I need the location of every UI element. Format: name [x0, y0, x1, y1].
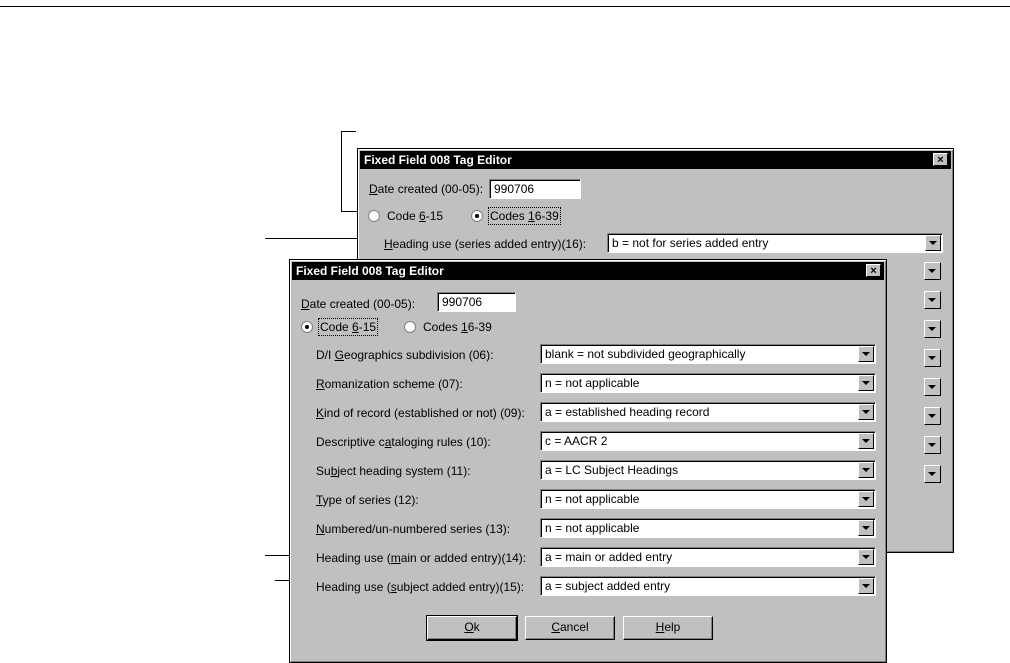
field-value-romanization: n = not applicable: [545, 376, 640, 390]
help-button[interactable]: Help: [623, 616, 713, 640]
back-date-label: Date created (00-05):: [369, 182, 484, 196]
back-radio-code-6-15[interactable]: [368, 210, 380, 222]
field-label-type-of-series: Type of series (12):: [316, 493, 419, 507]
field-label-subject-heading-system: Subject heading system (11):: [316, 464, 471, 478]
field-select-kind-of-record[interactable]: [540, 402, 876, 422]
back-dropdown-arrow-7[interactable]: [924, 436, 941, 454]
back-radio-code-label: Code 6-15: [387, 209, 444, 223]
back-dropdown-arrow-6[interactable]: [924, 407, 941, 425]
back-date-field[interactable]: 990706: [489, 179, 581, 199]
field-label-geographics: D/I Geographics subdivision (06):: [316, 348, 494, 362]
field-select-cataloging-rules[interactable]: [540, 431, 876, 451]
chevron-down-icon[interactable]: [858, 549, 874, 565]
field-value-geographics: blank = not subdivided geographically: [545, 347, 746, 361]
back-dropdown-arrow-5[interactable]: [924, 378, 941, 396]
back-heading-value: b = not for series added entry: [612, 236, 769, 250]
field-value-cataloging-rules: c = AACR 2: [545, 434, 608, 448]
top-rule: [0, 6, 1010, 7]
cancel-button[interactable]: Cancel: [525, 616, 615, 640]
back-dropdown-arrow-8[interactable]: [924, 465, 941, 483]
field-label-numbered-series: Numbered/un-numbered series (13):: [316, 522, 511, 536]
chevron-down-icon[interactable]: [858, 404, 874, 420]
front-dialog-close-icon[interactable]: ×: [866, 264, 881, 277]
field-label-romanization: Romanization scheme (07):: [316, 377, 463, 391]
field-label-cataloging-rules: Descriptive cataloging rules (10):: [316, 435, 491, 449]
chevron-down-icon[interactable]: [858, 433, 874, 449]
front-dialog-titlebar: [292, 262, 884, 280]
chevron-down-icon[interactable]: [858, 375, 874, 391]
back-dialog-close-icon[interactable]: ×: [933, 153, 948, 166]
chevron-down-icon[interactable]: [858, 346, 874, 362]
field-value-heading-subject: a = subject added entry: [545, 579, 671, 593]
field-value-subject-heading-system: a = LC Subject Headings: [545, 463, 679, 477]
field-select-romanization[interactable]: [540, 373, 876, 393]
front-radio-codes-label: Codes 16-39: [423, 320, 492, 334]
field-value-heading-main: a = main or added entry: [545, 550, 673, 564]
field-select-geographics[interactable]: [540, 344, 876, 364]
front-dialog-title: Fixed Field 008 Tag Editor: [296, 264, 444, 278]
back-dropdown-arrow-3[interactable]: [924, 320, 941, 338]
back-dropdown-arrow-2[interactable]: [924, 291, 941, 309]
front-date-label: Date created (00-05):: [301, 297, 416, 311]
back-radio-codes-label: Codes 16-39: [490, 209, 559, 223]
field-select-subject-heading-system[interactable]: [540, 460, 876, 480]
field-value-numbered-series: n = not applicable: [545, 521, 640, 535]
field-label-kind-of-record: Kind of record (established or not) (09):: [316, 406, 525, 420]
field-select-heading-subject[interactable]: [540, 576, 876, 596]
front-dialog: [289, 259, 887, 663]
back-radio-codes-16-39[interactable]: [471, 210, 483, 222]
field-label-heading-subject: Heading use (subject added entry)(15):: [316, 580, 525, 594]
chevron-down-icon[interactable]: [858, 520, 874, 536]
back-dialog-title: Fixed Field 008 Tag Editor: [364, 153, 512, 167]
chevron-down-icon[interactable]: [858, 491, 874, 507]
front-radio-codes-16-39[interactable]: [404, 321, 416, 333]
ok-button[interactable]: Ok: [427, 616, 517, 640]
field-select-heading-main[interactable]: [540, 547, 876, 567]
field-value-kind-of-record: a = established heading record: [545, 405, 710, 419]
front-radio-code-label: Code 6-15: [320, 320, 377, 334]
field-select-numbered-series[interactable]: [540, 518, 876, 538]
back-dropdown-arrow-1[interactable]: [924, 262, 941, 280]
back-heading-label: Heading use (series added entry)(16):: [384, 237, 587, 251]
field-select-type-of-series[interactable]: [540, 489, 876, 509]
front-radio-code-6-15[interactable]: [301, 321, 313, 333]
back-dialog-titlebar: [360, 151, 951, 169]
back-heading-select[interactable]: [607, 233, 943, 253]
callout-line-radio-top: [341, 131, 356, 132]
chevron-down-icon[interactable]: [925, 235, 941, 251]
front-date-field[interactable]: 990706: [437, 292, 516, 312]
callout-line-radio-vertical: [341, 131, 342, 211]
chevron-down-icon[interactable]: [858, 462, 874, 478]
back-dropdown-arrow-4[interactable]: [924, 349, 941, 367]
field-label-heading-main: Heading use (main or added entry)(14):: [316, 551, 527, 565]
chevron-down-icon[interactable]: [858, 578, 874, 594]
field-value-type-of-series: n = not applicable: [545, 492, 640, 506]
